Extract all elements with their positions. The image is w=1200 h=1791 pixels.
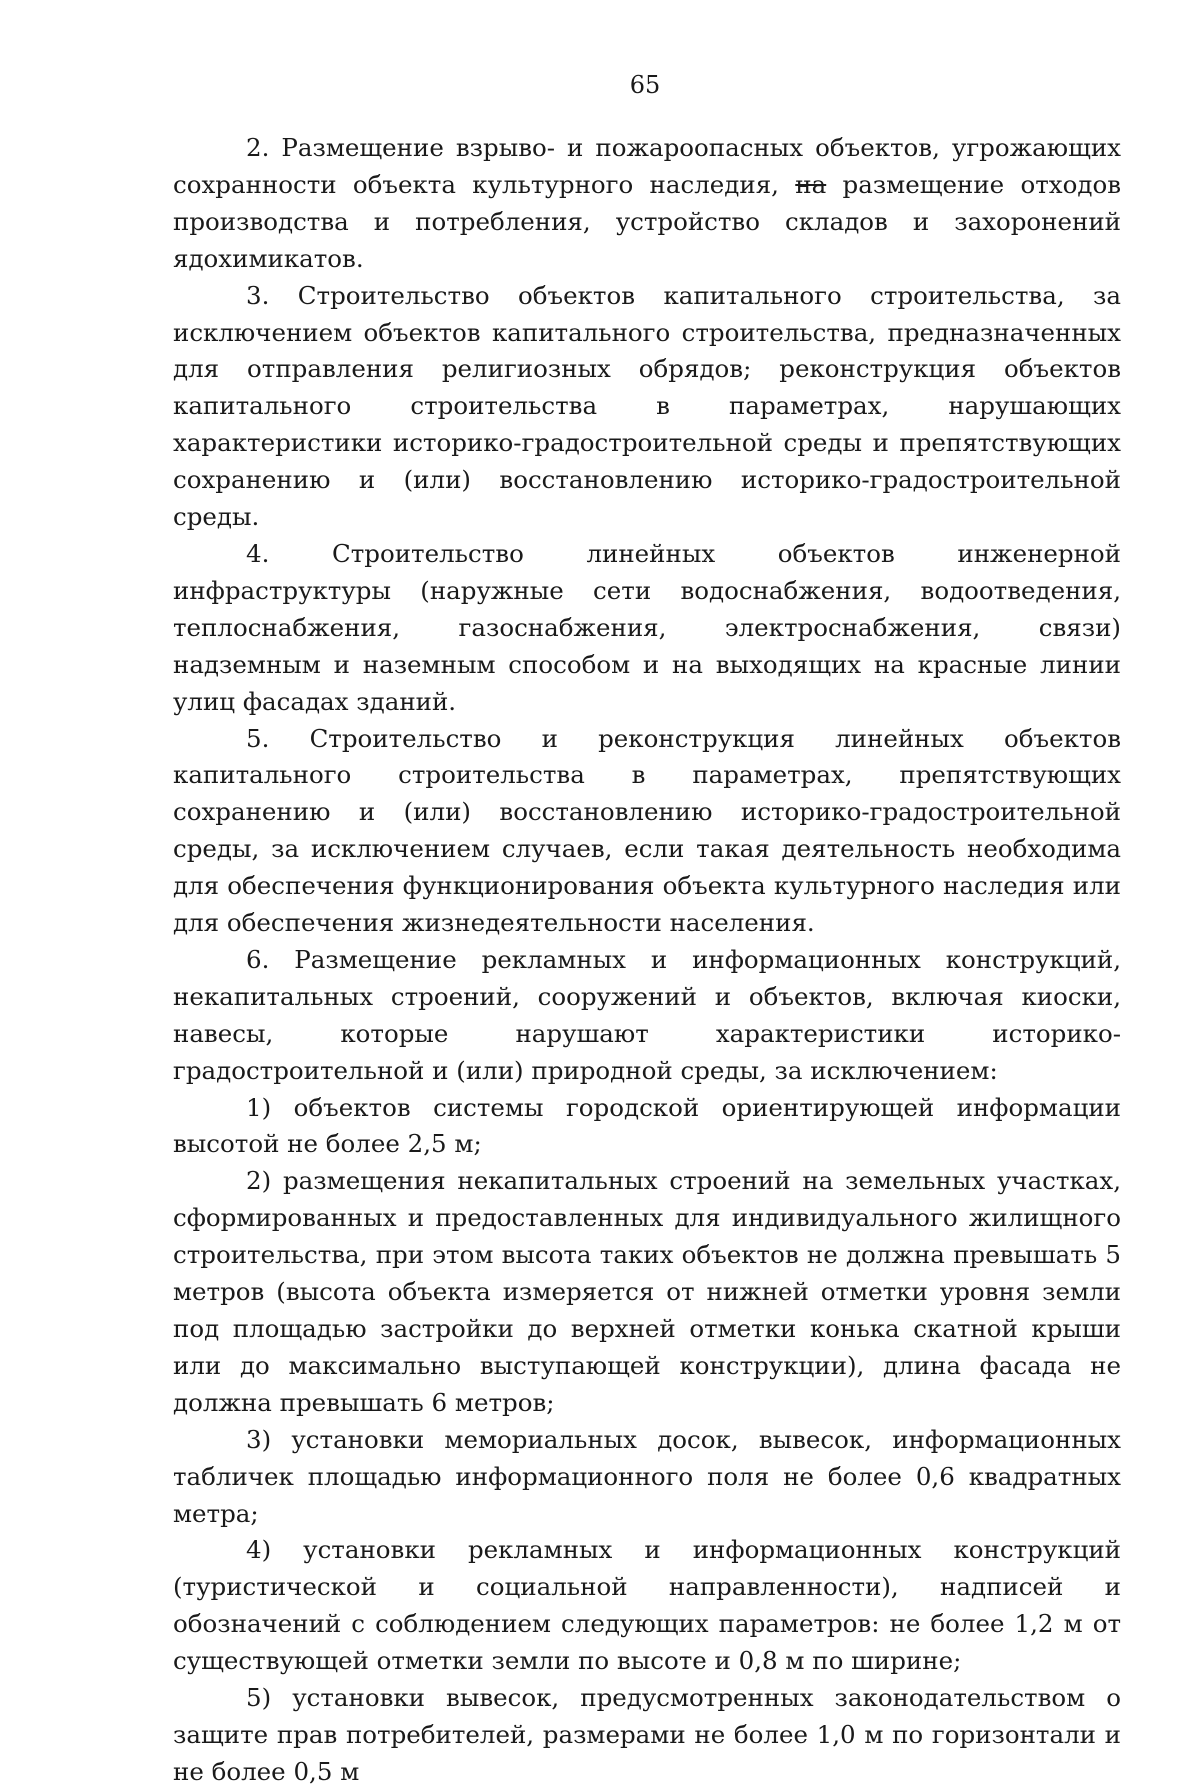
list-item-3: 3) установки мемориальных досок, вывесок, информационных табличек площадью информационного поля не более 0,6 квадратных метра; [173, 1424, 1121, 1528]
list-item-2: 2) размещения некапитальных строений на земельных участках, сформированных и предоставленных для индивидуального жилищного строительства, при этом высота таких объектов не должна превышать 5 метров (высота объекта измеряется от нижней отметки уровня земли под площадью застройки до верхней отметки конька скатной крыши или до максимально выступающей конструкции), длина фасада не должна превышать 6 метров; [173, 1166, 1121, 1417]
paragraph-5: 5. Строительство и реконструкция линейных объектов капитального строительства в параметрах, препятствующих сохранению и (или) восстановлению историко-градостроительной среды, за исключением случаев, если такая деятельность необходима для обеспечения функционирования объекта культурного наследия или для обеспечения жизнедеятельности населения. [173, 723, 1121, 938]
paragraph-2-text-start: 2. Размещение взрыво- и пожароопасных объектов, угрожающих сохранности объекта культурного наследия, [173, 133, 1121, 199]
list-item-1: 1) объектов системы городской ориентирующей информации высотой не более 2,5 м; [173, 1092, 1121, 1159]
paragraph-6: 6. Размещение рекламных и информационных конструкций, некапитальных строений, сооружений и объектов, включая киоски, навесы, которые нарушают характеристики историко-градостроительной и (или) природной среды, за исключением: [173, 944, 1121, 1085]
list-item-5: 5) установки вывесок, предусмотренных законодательством о защите прав потребителей, размерами не более 1,0 м по горизонтали и не более 0,5 м [173, 1683, 1121, 1786]
list-item-4: 4) установки рекламных и информационных конструкций (туристической и социальной направленности), надписей и обозначений с соблюдением следующих параметров: не более 1,2 м от существующей отметки земли по высоте и 0,8 м по ширине; [173, 1535, 1121, 1676]
document-body [173, 130, 1121, 1791]
paragraph-2-text-end: размещение отходов производства и потребления, устройство складов и захоронений ядохимикатов. [173, 169, 1121, 273]
page-number: 65 [629, 71, 661, 99]
paragraph-3: 3. Строительство объектов капитального строительства, за исключением объектов капитального строительства, предназначенных для отправления религиозных обрядов; реконструкция объектов капитального строительства в параметрах, нарушающих характеристики историко-градостроительной среды и препятствующих сохранению и (или) восстановлению историко-градостроительной среды. [173, 280, 1121, 532]
paragraph-2 [173, 130, 1121, 278]
paragraph-4: 4. Строительство линейных объектов инженерной инфраструктуры (наружные сети водоснабжения, водоотведения, теплоснабжения, газоснабжения, электроснабжения, связи) надземным и наземным способом и на выходящих на красные линии улиц фасадах зданий. [173, 538, 1121, 716]
struck-word: на [795, 169, 827, 199]
